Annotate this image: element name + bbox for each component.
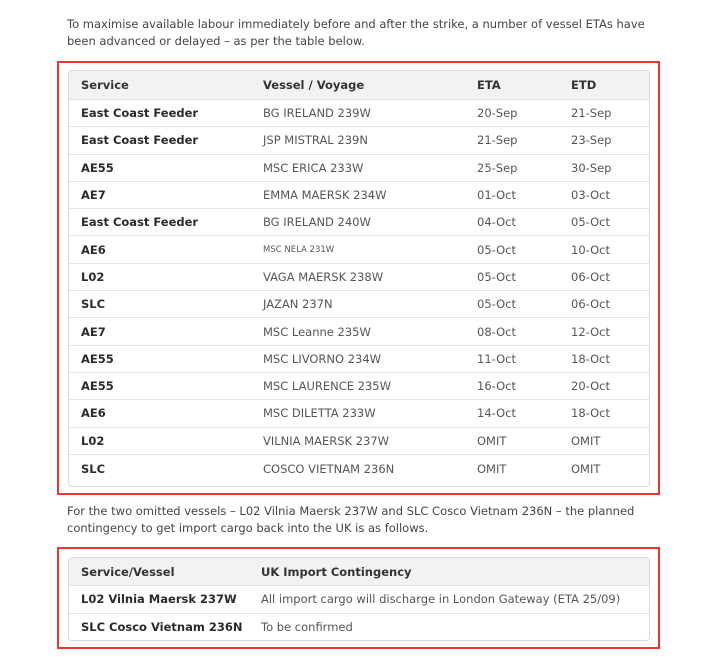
eta-cell: OMIT [477, 433, 507, 448]
table-row [69, 291, 649, 318]
service-cell: SLC [81, 461, 106, 476]
table-row [69, 428, 649, 455]
table-row [69, 586, 649, 614]
service-cell: SLC [81, 297, 106, 312]
service-cell: East Coast Feeder [81, 215, 199, 230]
etd-cell: 06-Oct [571, 269, 610, 284]
service-cell: AE6 [81, 406, 106, 421]
table-row [69, 209, 649, 236]
eta-cell: OMIT [477, 461, 507, 476]
etd-cell: 05-Oct [571, 215, 610, 230]
vessel-cell: COSCO VIETNAM 236N [263, 461, 395, 476]
header-uk-import-contingency: UK Import Contingency [261, 564, 412, 579]
etd-cell: 18-Oct [571, 406, 610, 421]
vessel-cell: MSC DILETTA 233W [263, 406, 376, 421]
eta-cell: 04-Oct [477, 215, 516, 230]
service-cell: AE55 [81, 351, 114, 366]
contingency-table [68, 557, 650, 641]
table-row [69, 373, 649, 400]
table-row [69, 614, 649, 642]
etd-cell: 20-Oct [571, 379, 610, 394]
service-vessel-cell: SLC Cosco Vietnam 236N [81, 620, 243, 635]
vessel-schedule-table [68, 70, 650, 487]
vessel-cell: VAGA MAERSK 238W [263, 269, 384, 284]
etd-cell: 12-Oct [571, 324, 610, 339]
service-cell: L02 [81, 433, 105, 448]
table-row [69, 155, 649, 182]
table-row [69, 455, 649, 482]
service-cell: East Coast Feeder [81, 133, 199, 148]
vessel-cell: VILNIA MAERSK 237W [263, 433, 390, 448]
etd-cell: 21-Sep [571, 106, 612, 121]
vessel-cell: EMMA MAERSK 234W [263, 188, 387, 203]
table-row [69, 318, 649, 345]
etd-cell: 06-Oct [571, 297, 610, 312]
contingency-cell: All import cargo will discharge in London Gateway (ETA 25/09) [261, 592, 621, 607]
service-cell: AE55 [81, 160, 114, 175]
service-cell: AE7 [81, 188, 106, 203]
etd-cell: 30-Sep [571, 160, 612, 175]
vessel-cell: MSC ERICA 233W [263, 160, 364, 175]
service-cell: East Coast Feeder [81, 106, 199, 121]
etd-cell: OMIT [571, 461, 601, 476]
eta-cell: 20-Sep [477, 106, 518, 121]
service-cell: AE7 [81, 324, 106, 339]
vessel-cell: JAZAN 237N [263, 297, 333, 312]
eta-cell: 11-Oct [477, 351, 516, 366]
table-row [69, 400, 649, 427]
vessel-cell: MSC Leanne 235W [263, 324, 371, 339]
eta-cell: 14-Oct [477, 406, 516, 421]
etd-cell: 18-Oct [571, 351, 610, 366]
etd-cell: 23-Sep [571, 133, 612, 148]
contingency-header-row [69, 558, 649, 586]
contingency-cell: To be confirmed [261, 620, 353, 635]
table-row [69, 346, 649, 373]
service-cell: L02 [81, 269, 105, 284]
schedule-header-row [69, 71, 649, 100]
omitted-vessels-paragraph: For the two omitted vessels – L02 Vilnia Maersk 237W and SLC Cosco Vietnam 236N – the planned contingency to get import cargo back into the UK is as follows. [67, 504, 635, 535]
eta-cell: 25-Sep [477, 160, 518, 175]
header-eta: ETA [477, 78, 501, 92]
contingency-highlight-box [57, 547, 660, 649]
eta-cell: 21-Sep [477, 133, 518, 148]
header-vessel-voyage: Vessel / Voyage [263, 78, 365, 92]
eta-cell: 16-Oct [477, 379, 516, 394]
schedule-body [69, 100, 649, 482]
vessel-cell: MSC NELA 231W [263, 244, 335, 255]
table-row [69, 236, 649, 263]
table-row [69, 100, 649, 127]
intro-paragraph: To maximise available labour immediately before and after the strike, a number of vessel ETAs have been advanced or delayed – as per the table below. [67, 17, 645, 48]
header-service: Service [81, 78, 129, 92]
eta-cell: 08-Oct [477, 324, 516, 339]
vessel-cell: BG IRELAND 240W [263, 215, 371, 230]
vessel-cell: MSC LAURENCE 235W [263, 379, 391, 394]
etd-cell: OMIT [571, 433, 601, 448]
header-etd: ETD [571, 78, 597, 92]
vessel-cell: BG IRELAND 239W [263, 106, 371, 121]
header-service-vessel: Service/Vessel [81, 564, 175, 579]
schedule-highlight-box [57, 61, 660, 495]
eta-cell: 01-Oct [477, 188, 516, 203]
contingency-body [69, 586, 649, 641]
service-cell: AE6 [81, 242, 106, 257]
eta-cell: 05-Oct [477, 297, 516, 312]
eta-cell: 05-Oct [477, 269, 516, 284]
eta-cell: 05-Oct [477, 242, 516, 257]
service-vessel-cell: L02 Vilnia Maersk 237W [81, 592, 237, 607]
table-row [69, 182, 649, 209]
table-row [69, 127, 649, 154]
etd-cell: 03-Oct [571, 188, 610, 203]
table-row [69, 264, 649, 291]
vessel-cell: JSP MISTRAL 239N [263, 133, 368, 148]
vessel-cell: MSC LIVORNO 234W [263, 351, 382, 366]
etd-cell: 10-Oct [571, 242, 610, 257]
service-cell: AE55 [81, 379, 114, 394]
